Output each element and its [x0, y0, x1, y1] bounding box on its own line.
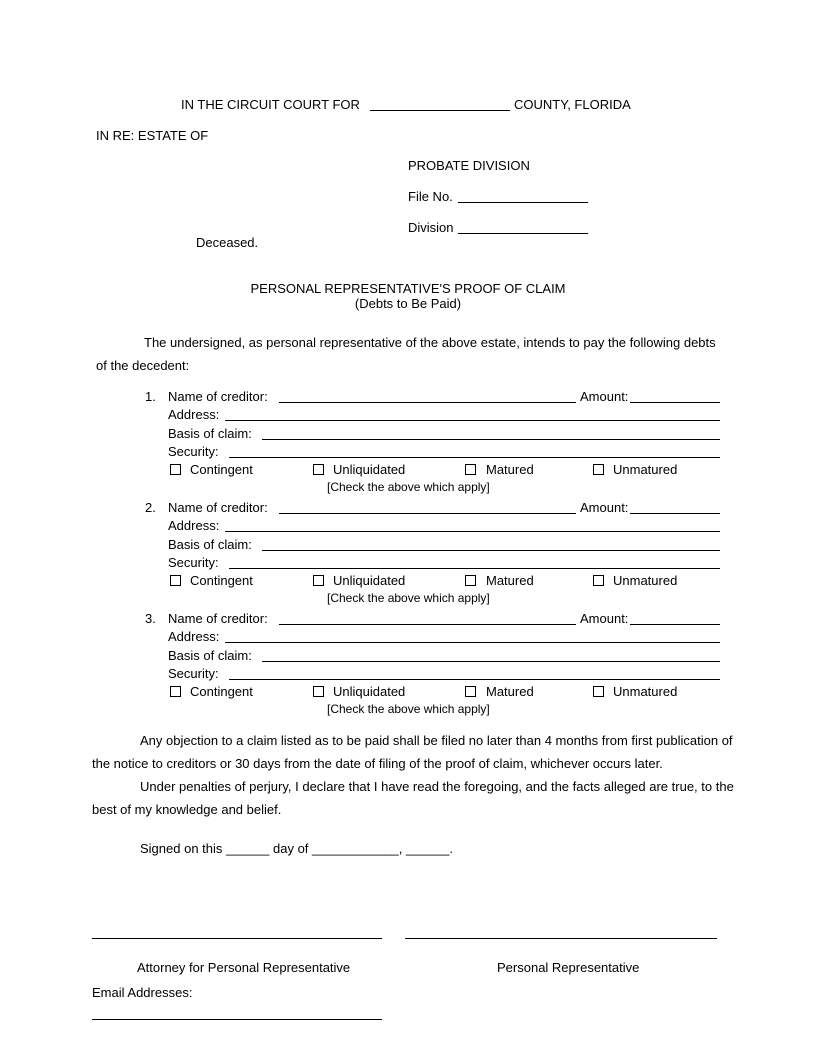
contingent-label: Contingent — [190, 573, 253, 588]
creditor-name-label: Name of creditor: — [168, 611, 268, 626]
contingent-label: Contingent — [190, 684, 253, 699]
address-field[interactable] — [225, 531, 720, 532]
unmatured-label: Unmatured — [613, 462, 678, 477]
basis-field[interactable] — [262, 661, 720, 662]
basis-field[interactable] — [262, 439, 720, 440]
creditor-name-label: Name of creditor: — [168, 500, 268, 515]
claim-number: 1. — [145, 389, 156, 404]
amount-field[interactable] — [630, 624, 720, 625]
document-title: PERSONAL REPRESENTATIVE'S PROOF OF CLAIM — [250, 281, 566, 296]
division-label: Division — [408, 220, 454, 235]
basis-field[interactable] — [262, 550, 720, 551]
county-field[interactable] — [370, 110, 510, 111]
address-field[interactable] — [225, 420, 720, 421]
probate-division-label: PROBATE DIVISION — [408, 158, 530, 173]
unliquidated-checkbox[interactable] — [313, 575, 324, 586]
unmatured-checkbox[interactable] — [593, 464, 604, 475]
matured-checkbox[interactable] — [465, 686, 476, 697]
basis-label: Basis of claim: — [168, 648, 252, 663]
contingent-label: Contingent — [190, 462, 253, 477]
contingent-checkbox[interactable] — [170, 686, 181, 697]
unliquidated-checkbox[interactable] — [313, 464, 324, 475]
unmatured-label: Unmatured — [613, 684, 678, 699]
division-field[interactable] — [458, 233, 588, 234]
security-label: Security: — [168, 555, 219, 570]
matured-checkbox[interactable] — [465, 464, 476, 475]
personal-rep-signature-field[interactable] — [405, 938, 717, 939]
unliquidated-label: Unliquidated — [333, 462, 406, 477]
file-no-field[interactable] — [458, 202, 588, 203]
address-label: Address: — [168, 407, 220, 422]
attorney-signature-label: Attorney for Personal Representative — [137, 960, 351, 975]
creditor-name-field[interactable] — [279, 624, 576, 625]
amount-label: Amount: — [580, 389, 629, 404]
check-note: [Check the above which apply] — [327, 591, 490, 605]
contingent-checkbox[interactable] — [170, 464, 181, 475]
matured-label: Matured — [486, 462, 534, 477]
unmatured-checkbox[interactable] — [593, 686, 604, 697]
security-field[interactable] — [229, 457, 720, 458]
address-label: Address: — [168, 518, 220, 533]
contingent-checkbox[interactable] — [170, 575, 181, 586]
email-addresses-label: Email Addresses: — [92, 985, 193, 1000]
unmatured-checkbox[interactable] — [593, 575, 604, 586]
matured-label: Matured — [486, 573, 534, 588]
creditor-name-label: Name of creditor: — [168, 389, 268, 404]
amount-label: Amount: — [580, 611, 629, 626]
claim-number: 3. — [145, 611, 156, 626]
deceased-label: Deceased. — [196, 235, 259, 250]
email-addresses-field[interactable] — [92, 1019, 382, 1020]
basis-label: Basis of claim: — [168, 537, 252, 552]
address-label: Address: — [168, 629, 220, 644]
personal-rep-signature-label: Personal Representative — [497, 960, 640, 975]
intro-line-1: The undersigned, as personal representative of the above estate, intends to pay the following debts — [144, 335, 716, 350]
creditor-name-field[interactable] — [279, 402, 576, 403]
in-re-label: IN RE: ESTATE OF — [96, 128, 209, 143]
matured-label: Matured — [486, 684, 534, 699]
amount-label: Amount: — [580, 500, 629, 515]
unliquidated-label: Unliquidated — [333, 684, 406, 699]
perjury-line-2: best of my knowledge and belief. — [92, 802, 282, 817]
amount-field[interactable] — [630, 402, 720, 403]
objection-line-1: Any objection to a claim listed as to be paid shall be filed no later than 4 months from first publication of — [140, 733, 733, 748]
objection-line-2: the notice to creditors or 30 days from the date of filing of the proof of claim, whichever occurs later. — [92, 756, 663, 771]
claim-number: 2. — [145, 500, 156, 515]
attorney-signature-field[interactable] — [92, 938, 382, 939]
security-field[interactable] — [229, 679, 720, 680]
security-label: Security: — [168, 444, 219, 459]
document-subtitle: (Debts to Be Paid) — [354, 296, 462, 311]
creditor-name-field[interactable] — [279, 513, 576, 514]
check-note: [Check the above which apply] — [327, 480, 490, 494]
intro-line-2: of the decedent: — [96, 358, 190, 373]
security-label: Security: — [168, 666, 219, 681]
file-no-label: File No. — [408, 189, 453, 204]
unliquidated-label: Unliquidated — [333, 573, 406, 588]
unliquidated-checkbox[interactable] — [313, 686, 324, 697]
amount-field[interactable] — [630, 513, 720, 514]
address-field[interactable] — [225, 642, 720, 643]
signed-on-line: Signed on this ______ day of ____________, ______. — [140, 841, 453, 856]
court-title-suffix: COUNTY, FLORIDA — [514, 97, 631, 112]
security-field[interactable] — [229, 568, 720, 569]
court-title-prefix: IN THE CIRCUIT COURT FOR — [181, 97, 360, 112]
basis-label: Basis of claim: — [168, 426, 252, 441]
unmatured-label: Unmatured — [613, 573, 678, 588]
matured-checkbox[interactable] — [465, 575, 476, 586]
check-note: [Check the above which apply] — [327, 702, 490, 716]
perjury-line-1: Under penalties of perjury, I declare that I have read the foregoing, and the facts alleged are true, to the — [140, 779, 734, 794]
